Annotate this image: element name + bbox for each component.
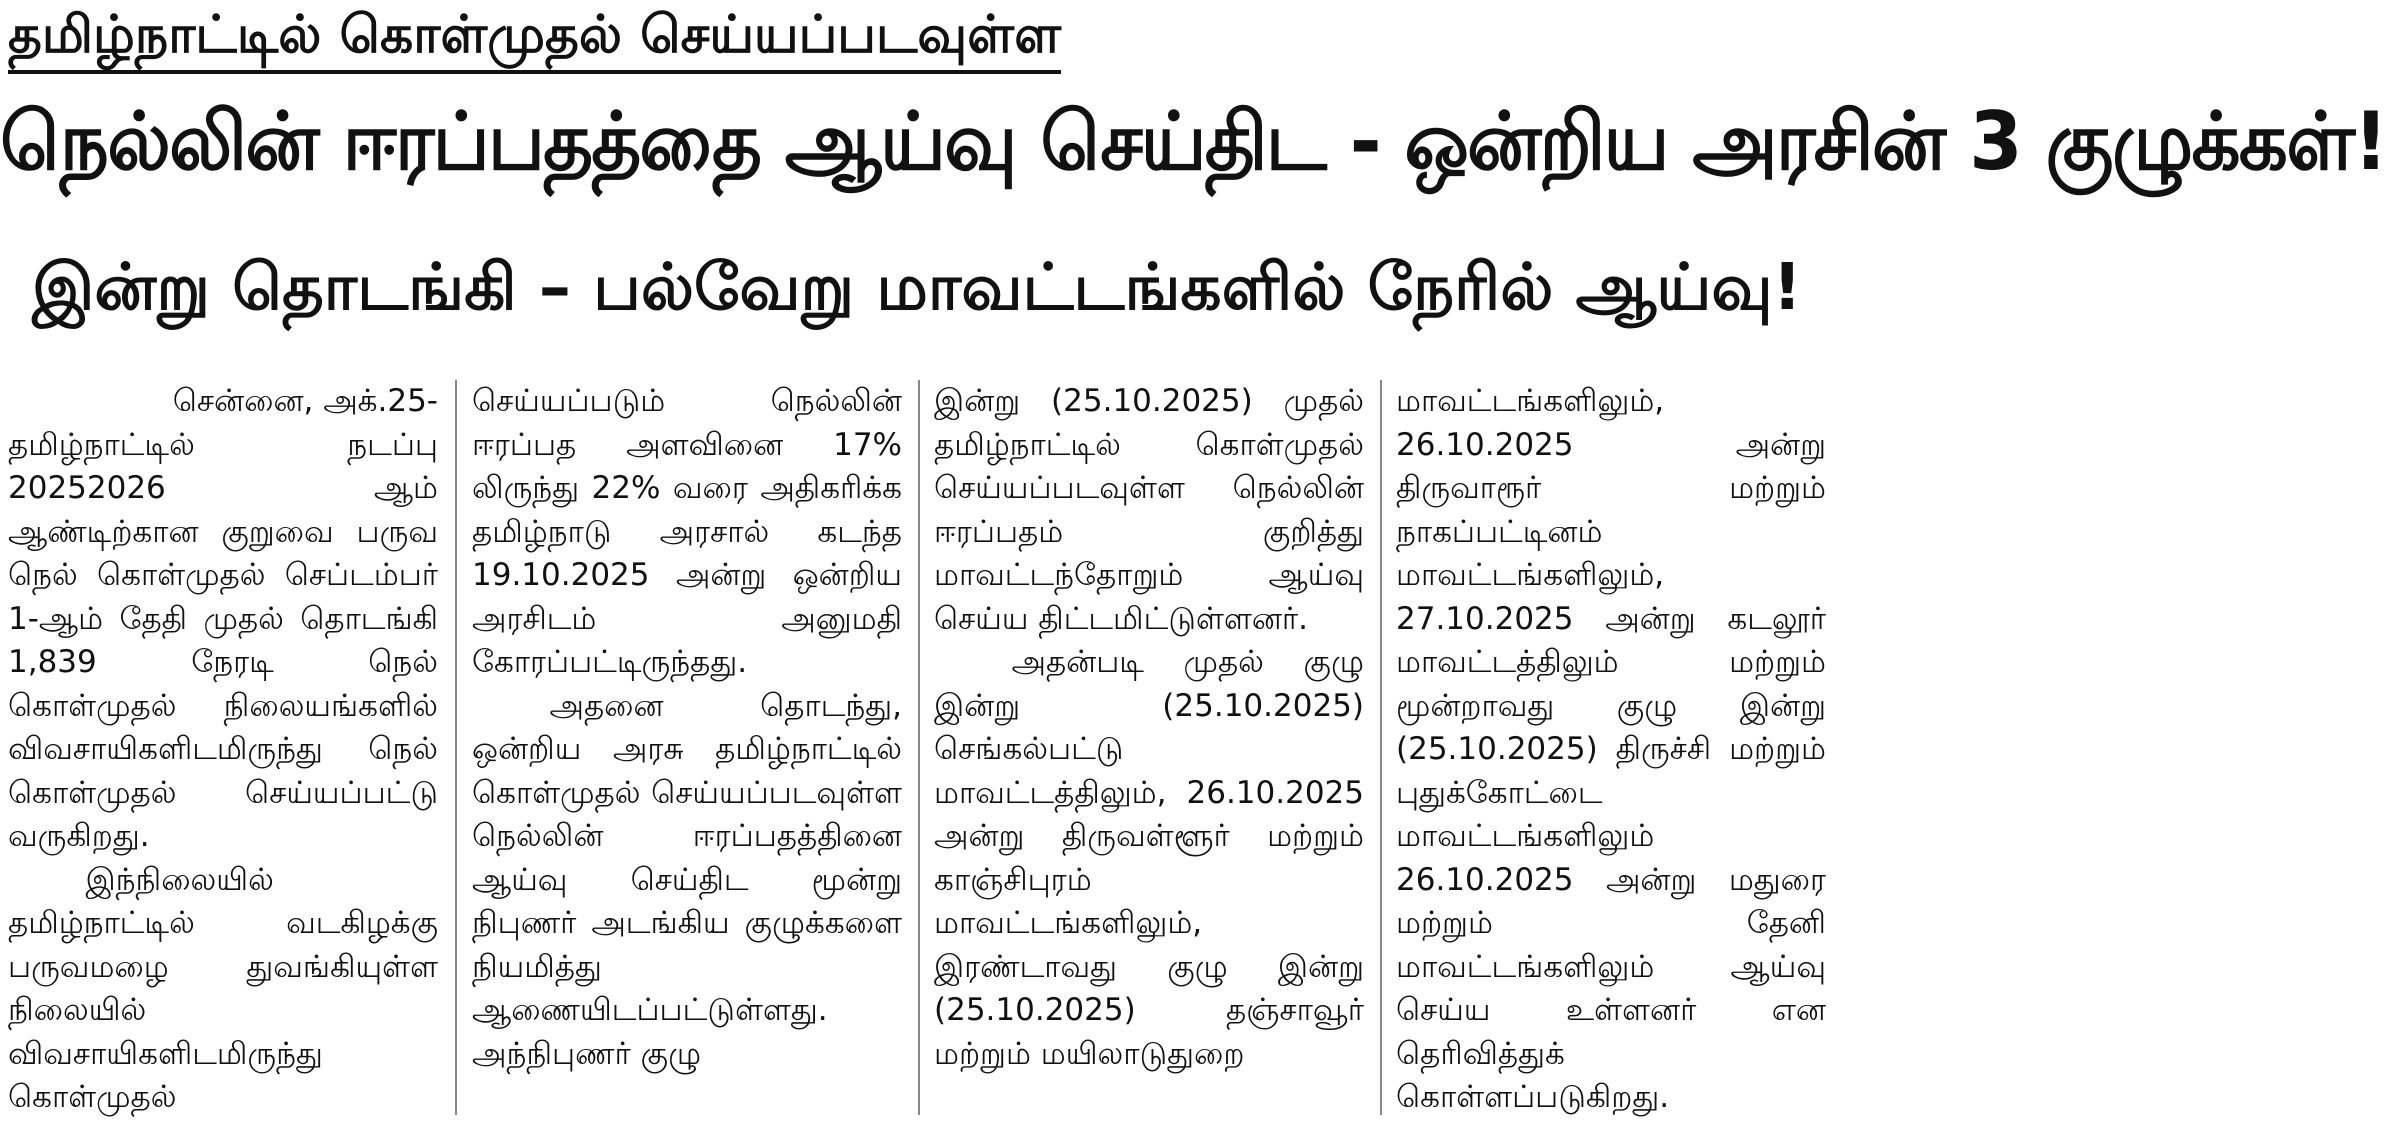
article-paragraph: மாவட்டங்களிலும், 26.10.2025 அன்று திருவாரூர் மற்றும் நாகப்பட்டினம் மாவட்டங்களிலும், 27.10.2025 அன்று கடலூர் மாவட்டத்திலும் மற்றும் மூன்றாவது குழு இன்று (25.10.2025) திருச்சி மற்றும் புதுக்கோட்டை மாவட்டங்களிலும் 26.10.2025 அன்று மதுரை மற்றும் தேனி மாவட்டங்களிலும் ஆய்வு செய்ய உள்ளனர் என தெரிவித்துக் கொள்ளப்படுகிறது. xyxy=(1396,383,1826,1115)
article-column-3 xyxy=(934,380,1364,1120)
article-column-1 xyxy=(8,380,438,1120)
article-paragraph: அதனை தொடந்து, ஒன்றிய அரசு தமிழ்நாட்டில் கொள்முதல் செய்யப்படவுள்ள நெல்லின் ஈரப்பதத்தினை ஆய்வு செய்திட மூன்று நிபுணர் அடங்கிய குழுக்களை நியமித்து ஆணையிடப்பட்டுள்ளது. அந்நிபுணர் குழு xyxy=(472,687,902,1072)
article-column-2 xyxy=(472,380,902,1120)
article-paragraph: தமிழ்நாட்டில் நடப்பு 20252026 ஆம் ஆண்டிற்கான குறுவை பருவ நெல் கொள்முதல் செப்டம்பர் 1-ஆம் தேதி முதல் தொடங்கி 1,839 நேரடி நெல் கொள்முதல் நிலையங்களில் விவசாயிகளிடமிருந்து நெல் கொள்முதல் செய்யப்பட்டு வருகிறது. xyxy=(8,426,438,854)
column-divider xyxy=(918,380,920,1115)
kicker-heading: தமிழ்நாட்டில் கொள்முதல் செய்யப்படவுள்ள xyxy=(8,6,1061,74)
column-divider xyxy=(455,380,457,1115)
article-paragraph: செய்யப்படும் நெல்லின் ஈரப்பத அளவினை 17% லிருந்து 22% வரை அதிகரிக்க தமிழ்நாடு அரசால் கடந்த 19.10.2025 அன்று ஒன்றிய அரசிடம் அனுமதி கோரப்பட்டிருந்தது. xyxy=(472,383,902,680)
column-divider xyxy=(1380,380,1382,1115)
main-headline: நெல்லின் ஈரப்பதத்தை ஆய்வு செய்திட - ஒன்றிய அரசின் 3 குழுக்கள்! xyxy=(0,95,2386,188)
article-body xyxy=(0,380,1834,1120)
article-column-4 xyxy=(1396,380,1826,1120)
article-paragraph: இந்நிலையில் தமிழ்நாட்டில் வடகிழக்கு பருவமழை துவங்கியுள்ள நிலையில் விவசாயிகளிடமிருந்து கொள்முதல் xyxy=(8,861,438,1115)
dateline: சென்னை, அக்.25- xyxy=(172,383,438,419)
article-paragraph: அதன்படி முதல் குழு இன்று (25.10.2025) செங்கல்பட்டு மாவட்டத்திலும், 26.10.2025 அன்று திருவள்ளூர் மற்றும் காஞ்சிபுரம் மாவட்டங்களிலும், இரண்டாவது குழு இன்று (25.10.2025) தஞ்சாவூர் மற்றும் மயிலாடுதுறை xyxy=(934,644,1364,1072)
sub-headline: இன்று தொடங்கி – பல்வேறு மாவட்டங்களில் நேரில் ஆய்வு! xyxy=(32,251,1802,325)
article-paragraph: இன்று (25.10.2025) முதல் தமிழ்நாட்டில் கொள்முதல் செய்யப்படவுள்ள நெல்லின் ஈரப்பதம் குறித்து மாவட்டந்தோறும் ஆய்வு செய்ய திட்டமிட்டுள்ளனர். xyxy=(934,383,1364,637)
